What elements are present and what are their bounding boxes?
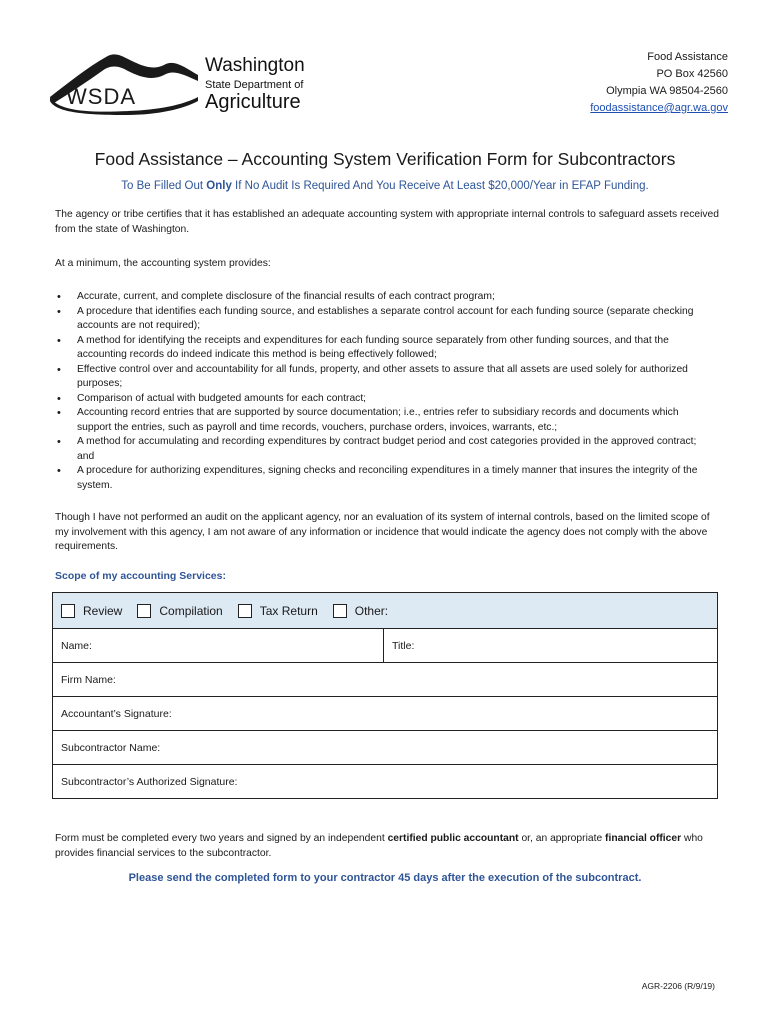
- title-field[interactable]: [384, 640, 717, 652]
- option-label: Tax Return: [259, 603, 318, 618]
- logo-line-3: Agriculture: [205, 91, 301, 113]
- scope-label: Scope of my accounting Services:: [55, 570, 226, 582]
- contact-city: Olympia WA 98504-2560: [606, 85, 728, 97]
- option-label: Review: [83, 603, 123, 618]
- list-item: • Accurate, current, and complete disclosure of the financial results of each contract program;: [55, 290, 715, 305]
- subcontractor-name-label: Subcontractor Name:: [61, 741, 161, 754]
- completion-note: [55, 832, 720, 861]
- list-item: • Accounting record entries that are supported by source documentation; i.e., entries refer to subsidiary records and documents which support the entries, such as payroll and time records, vouchers, purchase orders, invoices, warrants, etc.;: [55, 406, 715, 435]
- logo-wordmark: [205, 56, 305, 112]
- list-item: • A method for accumulating and recording expenditures by contract budget period and cost categories provided in the approved contract; and: [55, 435, 715, 464]
- accountant-signature-field[interactable]: [52, 697, 718, 731]
- logo-line-1: Washington: [205, 55, 305, 76]
- note-text-3: who provides financial services to the subcontractor.: [55, 833, 703, 859]
- requirements-list: [55, 290, 715, 493]
- option-review[interactable]: [61, 604, 122, 618]
- other-checkbox[interactable]: [333, 604, 347, 618]
- note-bold-1: certified public accountant: [387, 833, 519, 844]
- firm-name-label: Firm Name:: [61, 673, 116, 686]
- tax-return-checkbox[interactable]: [238, 604, 252, 618]
- logo-line-2: State Department of: [205, 79, 304, 91]
- note-text-2: or, an appropriate: [518, 833, 606, 844]
- list-item: • Effective control over and accountability for all funds, property, and other assets to assure that all assets are used solely for authorized purposes;: [55, 363, 715, 392]
- form-id: AGR-2206 (R/9/19): [641, 981, 715, 991]
- subcontractor-signature-label: Subcontractor’s Authorized Signature:: [61, 775, 238, 788]
- subtitle-pre: To Be Filled Out: [121, 180, 207, 192]
- verification-form: [52, 592, 718, 799]
- list-item: • A method for identifying the receipts and expenditures for each funding source separately from other funding sources, and that the accounting records do indeed indicate this method is being effectively followed;: [55, 334, 715, 363]
- page-subtitle: [0, 180, 770, 192]
- page-title: Food Assistance – Accounting System Verification Form for Subcontractors: [94, 149, 676, 169]
- minimum-paragraph: At a minimum, the accounting system provides:: [55, 258, 271, 269]
- list-item: • Comparison of actual with budgeted amounts for each contract;: [55, 392, 715, 407]
- option-tax-return[interactable]: [238, 604, 318, 618]
- subtitle-bold: Only: [206, 180, 232, 192]
- subtitle-post: If No Audit Is Required And You Receive At Least $20,000/Year in EFAP Funding.: [231, 180, 649, 192]
- note-bold-2: financial officer: [605, 833, 682, 844]
- contact-block: [590, 49, 728, 117]
- compilation-checkbox[interactable]: [137, 604, 151, 618]
- accountant-signature-label: Accountant’s Signature:: [61, 707, 172, 720]
- contact-po-box: PO Box 42560: [656, 68, 728, 80]
- logo-abbr: WSDA: [66, 84, 136, 109]
- list-item: • A procedure for authorizing expenditures, signing checks and reconciling expenditures in a timely manner that insures the integrity of the system.: [55, 464, 715, 493]
- contact-email-link[interactable]: foodassistance@agr.wa.gov: [590, 102, 728, 114]
- intro-paragraph: The agency or tribe certifies that it has established an adequate accounting system with appropriate internal controls to safeguard assets received from the state of Washington.: [55, 209, 719, 235]
- send-instruction: Please send the completed form to your contractor 45 days after the execution of the subcontract.: [128, 872, 642, 884]
- review-checkbox[interactable]: [61, 604, 75, 618]
- option-compilation[interactable]: [137, 604, 222, 618]
- disclaimer-paragraph: Though I have not performed an audit on the applicant agency, nor an evaluation of its system of internal controls, based on the limited scope of my involvement with this agency, I am not aware of any information or incidence that would indicate the agency does not comply with the above requirements.: [55, 512, 710, 552]
- option-label: Other:: [354, 603, 389, 618]
- title-label: Title:: [392, 639, 415, 652]
- scope-options-row: [52, 592, 718, 629]
- name-label: Name:: [61, 639, 92, 652]
- list-item: • A procedure that identifies each funding source, and establishes a separate control account for each funding source (separate checking accounts are not required);: [55, 305, 715, 334]
- subcontractor-name-field[interactable]: [52, 731, 718, 765]
- option-label: Compilation: [159, 603, 223, 618]
- option-other[interactable]: [333, 604, 388, 618]
- subcontractor-signature-field[interactable]: [52, 765, 718, 799]
- name-field[interactable]: [53, 629, 384, 662]
- note-text-1: Form must be completed every two years and signed by an independent: [55, 833, 388, 844]
- firm-name-field[interactable]: [52, 663, 718, 697]
- contact-name: Food Assistance: [647, 51, 728, 63]
- name-title-row: [52, 629, 718, 663]
